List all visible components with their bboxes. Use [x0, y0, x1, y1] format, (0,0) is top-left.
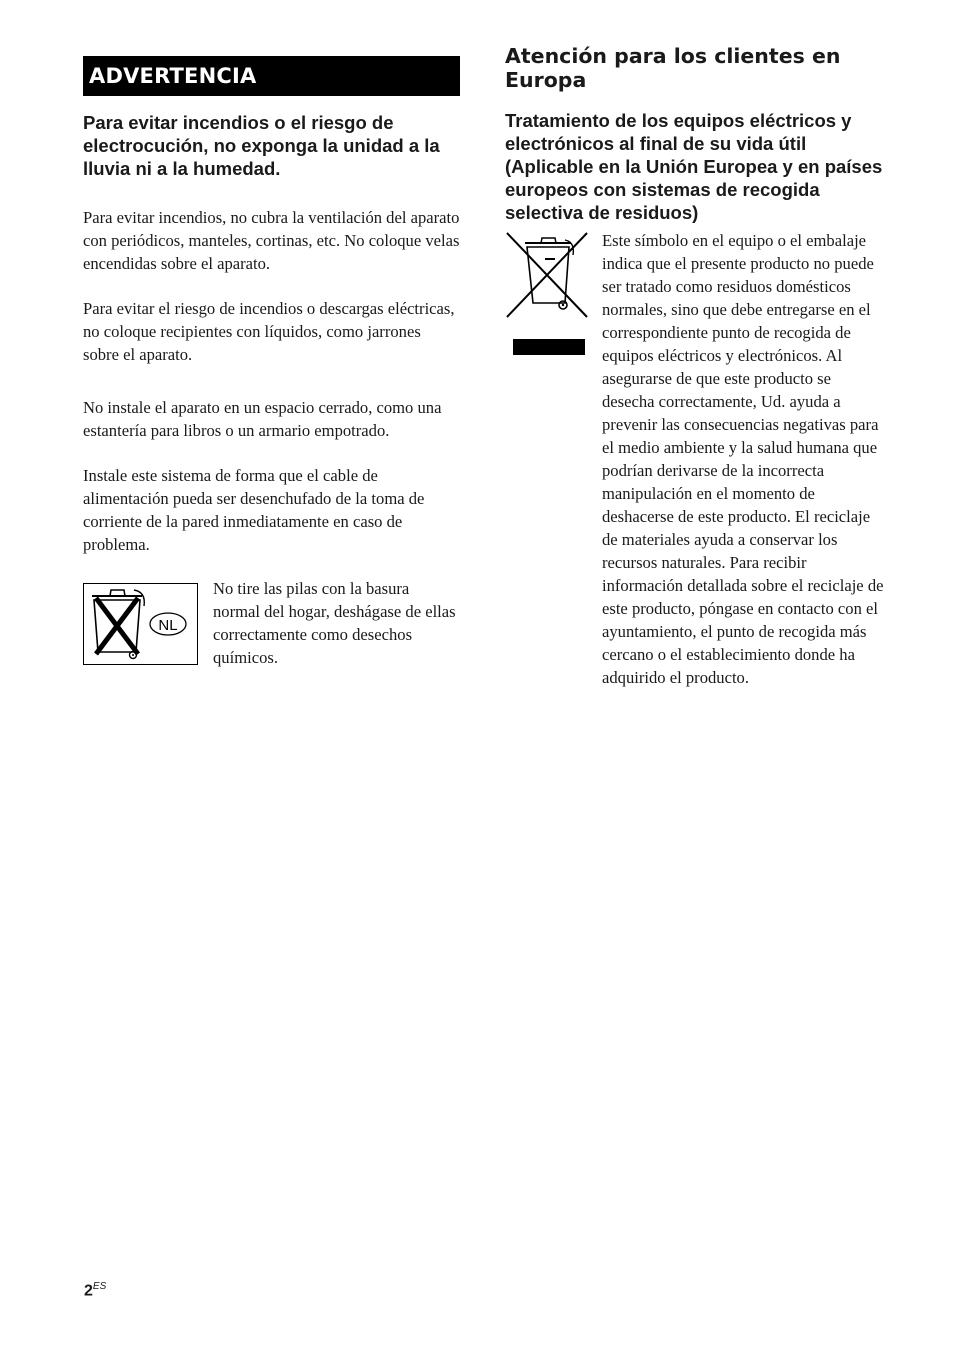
- page-number: [84, 1281, 106, 1300]
- europe-heading: Atención para los clientes en Europa: [505, 44, 841, 92]
- paragraph-ventilation: Para evitar incendios, no cubra la ventilación del aparato con periódicos, manteles, cortinas, etc. No coloque velas encendidas sobre el aparato.: [83, 208, 460, 273]
- weee-symbol-icon: [505, 229, 591, 689]
- battery-disposal-section: [83, 579, 460, 669]
- paragraph-enclosed-space: No instale el aparato en un espacio cerrado, como una estantería para libros o un armario empotrado.: [83, 398, 442, 440]
- weee-heading: Tratamiento de los equipos eléctricos y electrónicos al final de su vida útil (Aplicable en la Unión Europea y en países europeos con sistemas de recogida selectiva de residuos): [505, 110, 883, 223]
- crossed-wheelie-bin-icon: [505, 229, 591, 359]
- language-code: ES: [92, 1281, 107, 1292]
- page-number-value: 2: [84, 1282, 93, 1300]
- warning-lead: Para evitar incendios o el riesgo de electrocución, no exponga la unidad a la lluvia ni a la humedad.: [83, 112, 440, 179]
- battery-disposal-text: No tire las pilas con la basura normal del hogar, deshágase de ellas correctamente como desechos químicos.: [213, 579, 456, 667]
- warning-banner: ADVERTENCIA: [83, 56, 460, 96]
- battery-bin-icon: [83, 583, 198, 665]
- crossed-bin-icon: [84, 584, 196, 663]
- paragraph-power-cable: Instale este sistema de forma que el cable de alimentación pueda ser desenchufado de la toma de corriente de la pared inmediatamente en caso de problema.: [83, 466, 425, 554]
- weee-section: [505, 229, 885, 689]
- nl-label: NL: [158, 617, 178, 634]
- weee-text: Este símbolo en el equipo o el embalaje indica que el presente producto no puede ser tratado como residuos domésticos normales, sino que debe entregarse en el correspondiente punto de recogida de equipos eléctricos y electrónicos. Al asegurarse de que este producto se desecha correctamente, Ud. ayuda a prevenir las consecuencias negativas para el medio ambiente y la salud humana que podrían derivarse de la incorrecta manipulación en el momento de deshacerse de este producto. El reciclaje de materiales ayuda a conservar los recursos naturales. Para recibir información detallada sobre el reciclaje de este producto, póngase en contacto con el ayuntamiento, el punto de recogida más cercano o el establecimiento donde ha adquirido el producto.: [602, 231, 884, 687]
- paragraph-liquids: Para evitar el riesgo de incendios o descargas eléctricas, no coloque recipientes con líquidos, como jarrones sobre el aparato.: [83, 299, 455, 364]
- right-column: [505, 44, 885, 689]
- left-column: [83, 56, 460, 669]
